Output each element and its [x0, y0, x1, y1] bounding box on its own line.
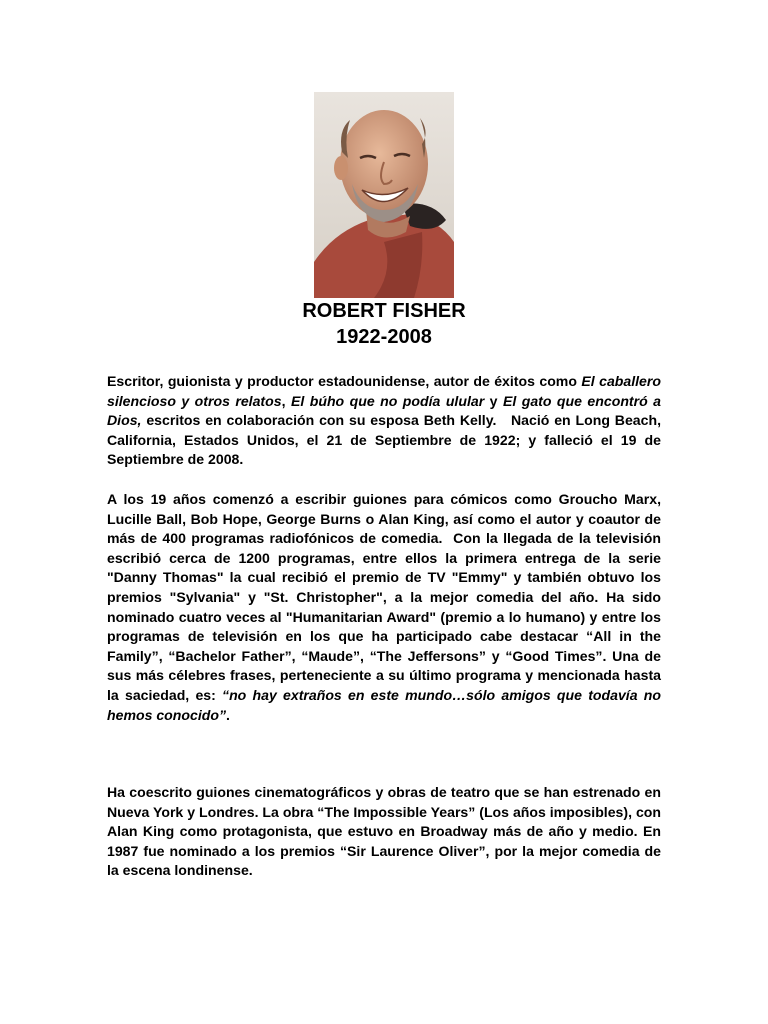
book-title: El búho que no podía ulular — [290, 392, 485, 409]
person-name: ROBERT FISHER — [302, 300, 466, 322]
author-photo — [314, 92, 454, 298]
biography-paragraph-2: A los 19 años comenzó a escribir guiones para cómicos como Groucho Marx, Lucille Ball, Bob Hope, George Burns o Alan King, así como el autor y coautor de más de 400 programas radiofónicos de comedia. Con la llegada de la televisión escribió cerca de 1200 programas, entre ellos la primera entrega de la serie "Danny Thomas" la cual recibió el premio de TV "Emmy" y también obtuvo los premios "Sylvania" y "St. Christopher", a la mejor comedia del año. Ha sido nominado cuatro veces al "Humanitarian Award" (premio a lo humano) y entre los programas de televisión en los que ha participado cabe destacar “All in the Family”, “Bachelor Father”, “Maude”, “The Jeffersons” y “Good Times”. Una de sus más célebres frases, perteneciente a su último programa y mencionada hasta la saciedad, es: “no hay extraños en este mundo…sólo amigos que todavía no hemos conocido”. — [107, 491, 661, 723]
biography-paragraph-3: Ha coescrito guiones cinematográficos y obras de teatro que se han estrenado en Nueva York y Londres. La obra “The Impossible Years” (Los años imposibles), con Alan King como protagonista, que estuvo en Broadway más de año y medio. En 1987 fue nominado a los premios “Sir Laurence Oliver”, por la mejor comedia de la escena londinense. — [107, 784, 661, 879]
life-years: 1922-2008 — [336, 326, 432, 348]
book-title: El gato que encontró a Dios, — [107, 392, 662, 429]
biography-paragraph-1: Escritor, guionista y productor estadounidense, autor de éxitos como El caballero silencioso y otros relatos, El búho que no podía ulular y El gato que encontró a Dios, escritos en colaboración con su esposa Beth Kelly. Nació en Long Beach, California, Estados Unidos, el 21 de Septiembre de 1922; y falleció el 19 de Septiembre de 2008. — [107, 373, 662, 468]
book-title: El caballero silencioso y otros relatos — [107, 373, 661, 409]
famous-quote: “no hay extraños en este mundo…sólo amigos que todavía no hemos conocido” — [107, 686, 661, 723]
